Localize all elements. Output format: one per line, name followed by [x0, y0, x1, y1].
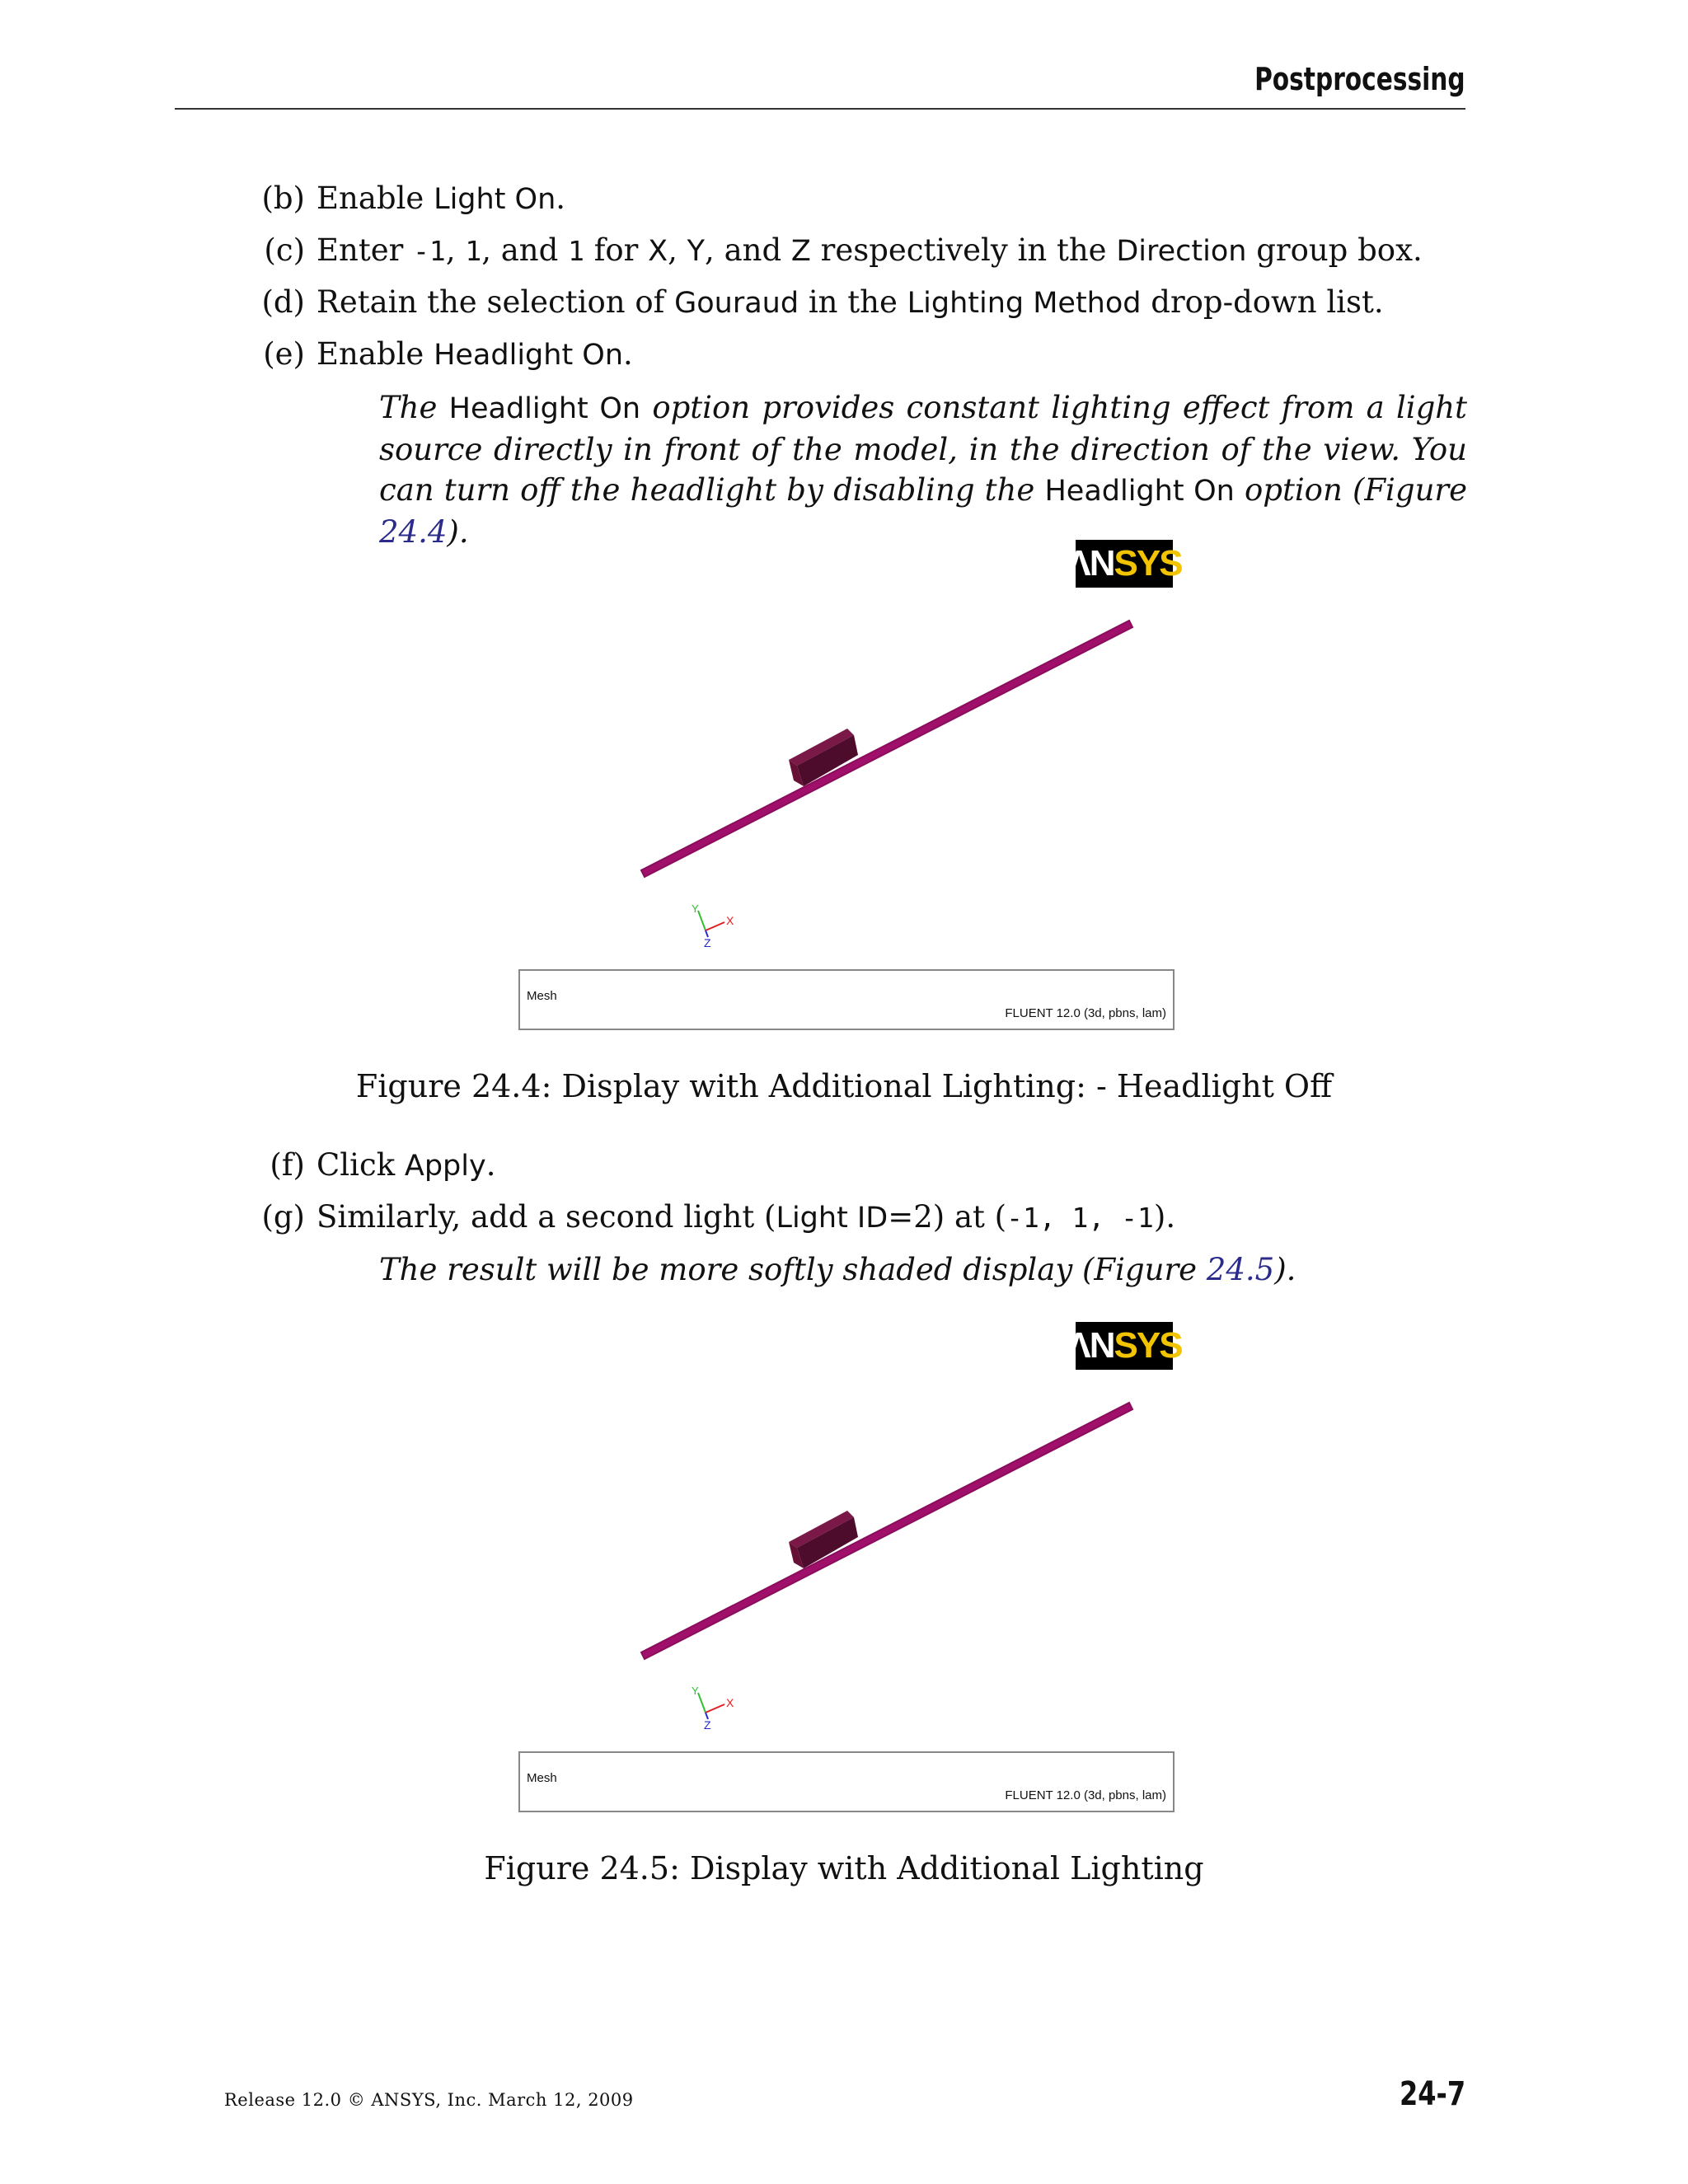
mesh-render [518, 540, 1173, 968]
ui-term: Headlight On [448, 392, 641, 425]
step-c: (c) Enter -1, 1, and 1 for X, Y, and Z respectively in the Direction group box. [264, 232, 1423, 268]
ui-term: Apply [404, 1150, 486, 1183]
ui-term: Lighting Method [907, 287, 1142, 320]
ansys-logo: ΛΝ SYS [1076, 1322, 1173, 1370]
flat-strip [641, 1403, 1132, 1659]
step-e: (e) Enable Headlight On. [263, 336, 633, 372]
ui-term: Headlight On [434, 339, 624, 372]
step-label: (f) [270, 1147, 305, 1183]
info-box-version: FLUENT 12.0 (3d, pbns, lam) [1005, 1006, 1166, 1020]
ui-term: Direction [1116, 235, 1247, 268]
figure-caption: Figure 24.4: Display with Additional Lighting: - Headlight Off [355, 1068, 1333, 1104]
y-axis-line [698, 911, 706, 930]
axis-x-label: X [726, 1696, 734, 1709]
info-box [518, 1751, 1175, 1812]
step-f: (f) Click Apply. [270, 1147, 496, 1183]
ui-term: X [648, 235, 668, 268]
step-label: (d) [261, 284, 305, 320]
note-headlight: The Headlight On option provides constant lighting effect from a light source directly in front of the model, in the direction of the view. You can turn off the headlight by disabling the Headlight On option (Figure 24.4). [379, 390, 1467, 550]
axis-triad [692, 902, 734, 949]
info-box-title: Mesh [527, 1771, 557, 1785]
axis-triad [692, 1685, 734, 1732]
y-axis-line [698, 1693, 706, 1713]
step-d: (d) Retain the selection of Gouraud in the Lighting Method drop-down list. [261, 284, 1384, 320]
step-label: (e) [263, 336, 305, 372]
axis-y-label: Y [692, 1685, 699, 1697]
page-number: 24-7 [1399, 2075, 1465, 2113]
ui-term: Gouraud [674, 287, 799, 320]
header-rule [175, 108, 1465, 110]
release-footer: Release 12.0 © ANSYS, Inc. March 12, 2009 [224, 2090, 634, 2110]
ansys-logo: ΛΝ SYS [1076, 540, 1173, 588]
figure-ref-link[interactable]: 24.5 [1206, 1252, 1275, 1287]
step-b: (b) Enable Light On. [261, 180, 566, 216]
axis-x-label: X [726, 914, 734, 927]
figure-ref-link[interactable]: 24.4 [379, 514, 448, 550]
figure-caption: Figure 24.5: Display with Additional Lighting [484, 1850, 1204, 1886]
step-label: (g) [261, 1199, 305, 1235]
step-label: (b) [261, 180, 305, 216]
info-box-title: Mesh [527, 989, 557, 1003]
flat-strip [641, 621, 1132, 877]
code-value: -1, 1, -1 [1006, 1202, 1154, 1234]
ui-term: Headlight On [1044, 475, 1235, 508]
axis-z-label: Z [704, 1718, 711, 1732]
note-result: The result will be more softly shaded display (Figure 24.5). [379, 1252, 1296, 1287]
mesh-render [518, 1322, 1173, 1750]
ui-term: Light ID [776, 1202, 889, 1235]
x-axis-line [706, 1704, 724, 1713]
ui-term: Z [790, 235, 811, 268]
code-value: 1 [568, 235, 584, 267]
info-box [518, 969, 1175, 1030]
ui-term: Y [687, 235, 706, 268]
info-box-version: FLUENT 12.0 (3d, pbns, lam) [1005, 1788, 1166, 1802]
x-axis-line [706, 922, 724, 930]
ui-term: Light On [434, 183, 556, 216]
section-title: Postprocessing [1254, 61, 1465, 97]
axis-y-label: Y [692, 902, 699, 915]
step-g: (g) Similarly, add a second light (Light ID=2) at (-1, 1, -1). [261, 1199, 1176, 1235]
code-value: -1 [413, 235, 446, 267]
figure-24-4 [518, 540, 1182, 1031]
figure-24-5 [518, 1322, 1182, 1813]
code-value: 1 [465, 235, 482, 267]
step-label: (c) [264, 232, 305, 268]
axis-z-label: Z [704, 936, 711, 949]
